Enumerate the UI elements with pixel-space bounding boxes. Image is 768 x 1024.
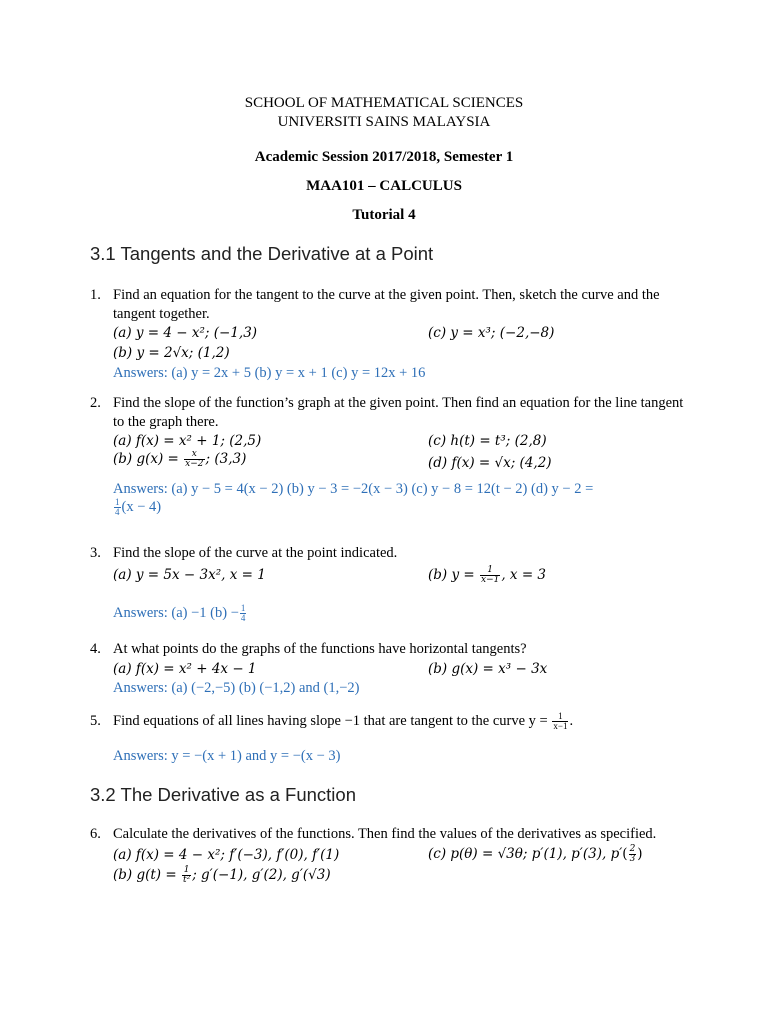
part-b: [113, 450, 246, 469]
problem-statement: Find the slope of the curve at the point indicated.: [113, 545, 398, 561]
fraction: [240, 604, 247, 623]
tutorial-title: Tutorial 4: [352, 207, 416, 223]
fraction-denominator: 4: [115, 507, 120, 518]
answer-continued: [113, 498, 161, 517]
fraction: [629, 845, 637, 864]
problem-number: 3.: [90, 545, 101, 561]
section-heading-3-1: 3.1 Tangents and the Derivative at a Point: [90, 243, 434, 264]
fraction: [114, 498, 121, 517]
statement-suffix: .: [569, 713, 574, 729]
fraction-denominator: x−1: [481, 575, 500, 585]
part-b-prefix: (b) g(x) =: [113, 451, 184, 467]
part-a: (a) y = 5x − 3x², x = 1: [113, 567, 266, 583]
answer: Answers: (a) y − 5 = 4(x − 2) (b) y − 3 = −2(x − 3) (c) y − 8 = 12(t − 2) (d) y − 2 =: [113, 481, 594, 497]
fraction-numerator: 1: [183, 865, 190, 875]
answer: [113, 604, 247, 623]
fraction-numerator: 1: [115, 497, 120, 508]
fraction-denominator: x−2: [185, 459, 204, 469]
university-name: UNIVERSITI SAINS MALAYSIA: [277, 114, 491, 130]
part-c: (c) h(t) = t³; (2,8): [428, 433, 547, 449]
part-b-suffix: ; g′(−1), g′(2), g′(√3): [192, 867, 331, 883]
fraction-denominator: 4: [240, 613, 246, 624]
part-a: (a) f(x) = x² + 4x − 1: [113, 661, 257, 677]
fraction-denominator: t²: [182, 875, 191, 885]
fraction-numerator: 2: [629, 844, 636, 854]
part-a: (a) f(x) = 4 − x²; f′(−3), f′(0), f′(1): [113, 847, 340, 863]
part-a: (a) f(x) = x² + 1; (2,5): [113, 433, 262, 449]
part-d: (d) f(x) = √x; (4,2): [428, 455, 552, 471]
problem-statement: Calculate the derivatives of the functions. Then find the values of the derivatives as specified.: [113, 826, 657, 842]
answer: Answers: (a) (−2,−5) (b) (−1,2) and (1,−2): [113, 680, 360, 696]
fraction-denominator: 3: [629, 854, 636, 864]
school-name: SCHOOL OF MATHEMATICAL SCIENCES: [244, 95, 524, 111]
fraction-numerator: 1: [240, 603, 246, 614]
fraction-numerator: 1: [552, 712, 568, 722]
part-c: (c) p(θ) = √3θ; p′(1), p′(3), p′( $\frac{2}{3}$ ): [428, 844, 643, 864]
part-b: (b) g(x) = x³ − 3x: [428, 661, 548, 677]
fraction-denominator: x−1: [553, 721, 568, 732]
problem-statement: Find the slope of the function’s graph at the given point. Then find an equation for the line tangent to the graph there.: [113, 395, 684, 430]
part-c-prefix: (c) p(θ) = √3θ; p′(1), p′(3), p′: [428, 846, 623, 862]
answer: Answers: y = −(x + 1) and y = −(x − 3): [113, 748, 341, 764]
problem-statement: [113, 712, 573, 731]
problem-number: 6.: [90, 826, 101, 842]
part-b-suffix: , x = 3: [501, 567, 547, 583]
part-b: [428, 566, 546, 585]
answer-suffix: (x − 4): [121, 499, 162, 515]
fraction: [184, 450, 204, 469]
problem-number: 5.: [90, 713, 101, 729]
fraction-numerator: 1: [480, 566, 500, 576]
part-b: [113, 866, 331, 885]
course-title: MAA101 – CALCULUS: [306, 178, 462, 194]
problem-2: [90, 394, 690, 529]
academic-session: Academic Session 2017/2018, Semester 1: [254, 149, 514, 165]
section-heading-3-2: 3.2 The Derivative as a Function: [90, 784, 356, 805]
problem-number: 1.: [90, 287, 101, 303]
fraction: [480, 566, 500, 585]
answer-text: Answers: (a) −1 (b) −: [113, 605, 239, 621]
fraction: [182, 866, 191, 885]
problem-number: 4.: [90, 641, 101, 657]
problem-3: [90, 544, 690, 629]
part-b-suffix: ; (3,3): [205, 451, 247, 467]
problem-6: [90, 825, 690, 895]
part-a: (a) y = 4 − x²; (−1,3): [113, 325, 258, 341]
problem-number: 2.: [90, 395, 101, 411]
part-b-prefix: (b) g(t) =: [113, 867, 181, 883]
statement-text: Find equations of all lines having slope −1 that are tangent to the curve y =: [113, 713, 552, 729]
problem-4: [90, 640, 690, 700]
fraction: [552, 712, 568, 731]
problem-statement: At what points do the graphs of the functions have horizontal tangents?: [113, 641, 527, 657]
part-b: (b) y = 2√x; (1,2): [113, 345, 230, 361]
problem-1: [90, 286, 690, 386]
problem-statement: Find an equation for the tangent to the curve at the given point. Then, sketch the curve and the tangent together.: [113, 287, 660, 322]
part-b-prefix: (b) y =: [428, 567, 479, 583]
fraction-numerator: x: [184, 450, 204, 460]
part-c: (c) y = x³; (−2,−8): [428, 325, 555, 341]
problem-5: [90, 712, 690, 772]
answer: Answers: (a) y = 2x + 5 (b) y = x + 1 (c) y = 12x + 16: [113, 365, 426, 381]
